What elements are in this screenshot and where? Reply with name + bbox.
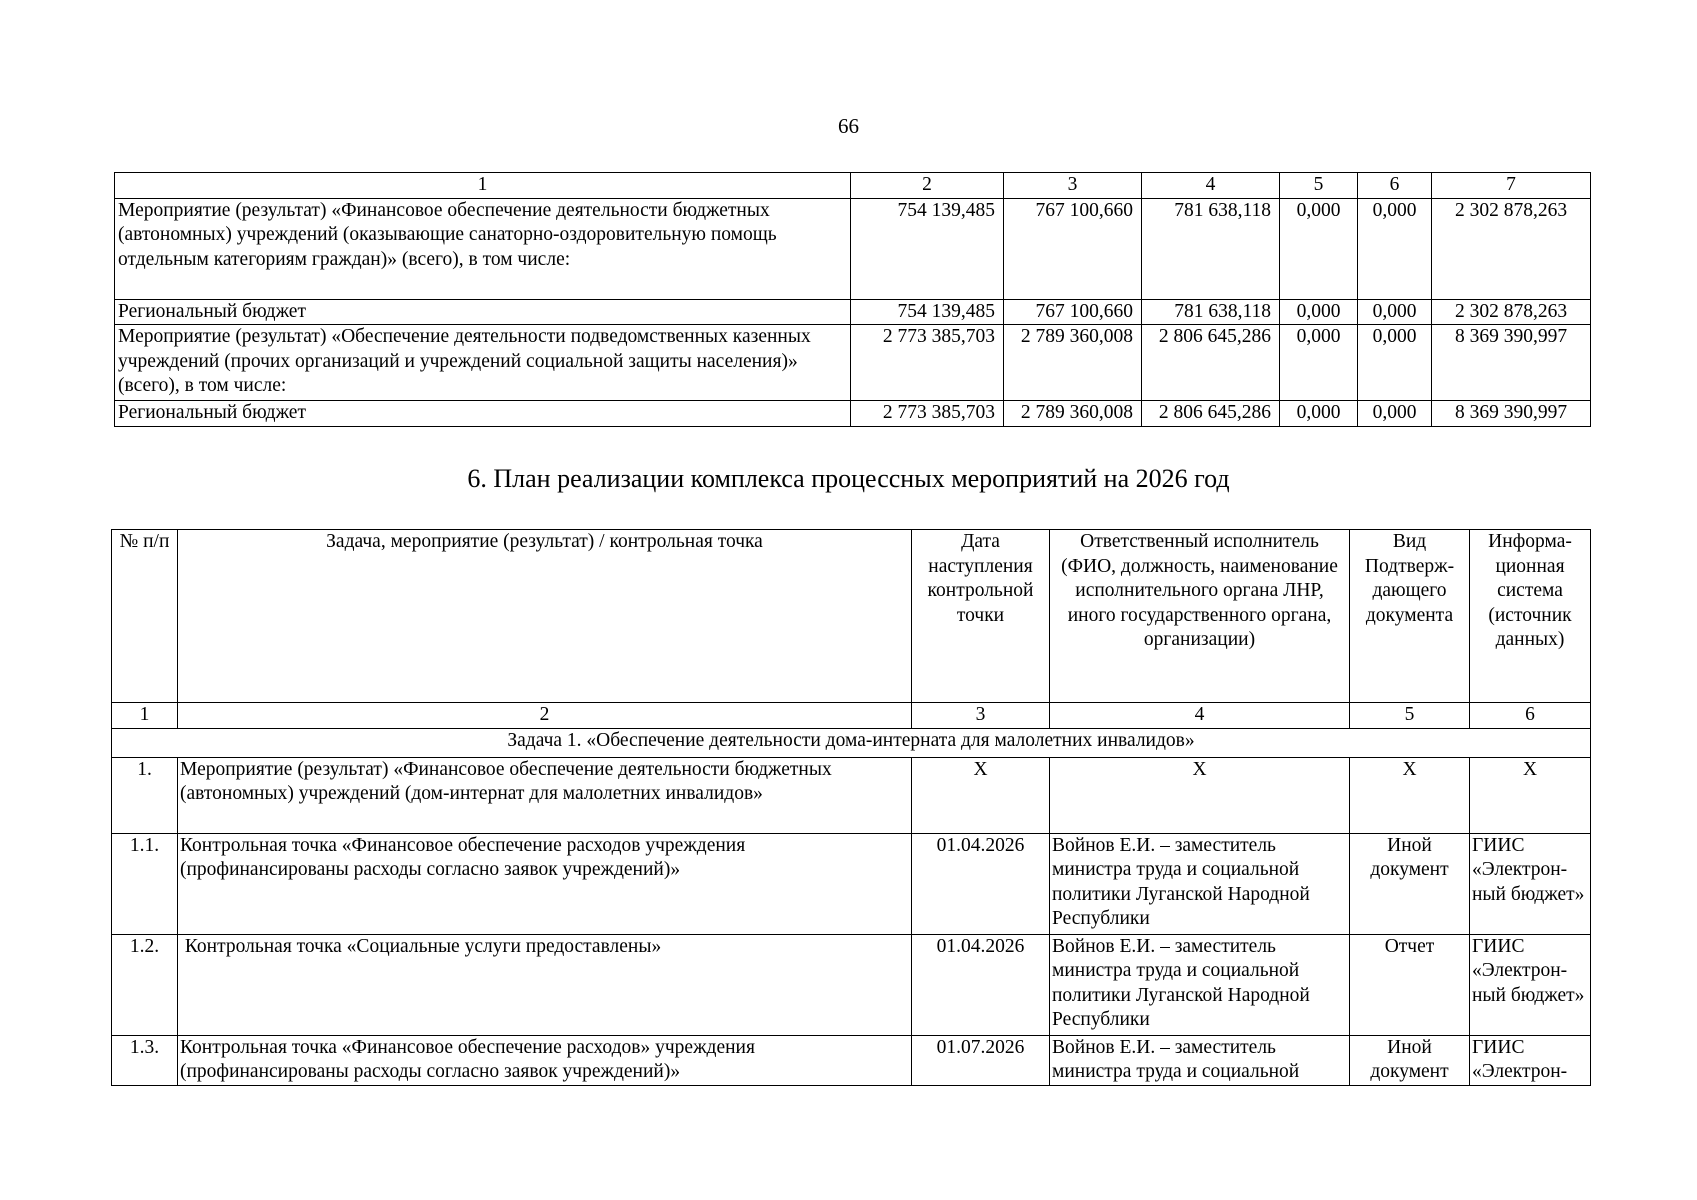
plan-col-number: 3 <box>912 703 1050 729</box>
budget-col-number: 1 <box>115 173 851 199</box>
plan-row <box>112 757 1591 833</box>
budget-cell: 2 773 385,703 <box>851 325 1004 401</box>
plan-row <box>112 833 1591 934</box>
header-responsible: Ответственный исполнитель (ФИО, должность, наименование исполнительного органа ЛНР, иного государственного органа, организации) <box>1050 530 1350 703</box>
row-date: 01.04.2026 <box>912 934 1050 1035</box>
budget-cell: 2 302 878,263 <box>1432 299 1591 325</box>
budget-row <box>115 299 1591 325</box>
budget-cell: 2 789 360,008 <box>1004 401 1142 427</box>
plan-row <box>112 934 1591 1035</box>
plan-col-number: 6 <box>1470 703 1591 729</box>
budget-cell: 0,000 <box>1358 401 1432 427</box>
budget-row-name: Мероприятие (результат) «Обеспечение деятельности подведомственных казенных учреждений (прочих организаций и учреждений социальной защиты населения)» (всего), в том числе: <box>115 325 851 401</box>
row-responsible: Войнов Е.И. – заместитель министра труда и социальной политики Луганской Народной Республики <box>1050 833 1350 934</box>
budget-cell: 2 806 645,286 <box>1142 325 1280 401</box>
row-document: Иной документ <box>1350 1035 1470 1085</box>
row-responsible: Войнов Е.И. – заместитель министра труда и социальной <box>1050 1035 1350 1085</box>
header-number: № п/п <box>112 530 178 703</box>
plan-header-row <box>112 530 1591 703</box>
budget-cell: 2 789 360,008 <box>1004 325 1142 401</box>
row-info-system: ГИИС «Электрон-ный бюджет» <box>1470 934 1591 1035</box>
row-task: Мероприятие (результат) «Финансовое обеспечение деятельности бюджетных (автономных) учреждений (дом-интернат для малолетних инвалидов» <box>178 757 912 833</box>
plan-col-number: 2 <box>178 703 912 729</box>
budget-row <box>115 198 1591 299</box>
row-document: Отчет <box>1350 934 1470 1035</box>
budget-cell: 2 773 385,703 <box>851 401 1004 427</box>
budget-col-number: 6 <box>1358 173 1432 199</box>
budget-cell: 8 369 390,997 <box>1432 401 1591 427</box>
budget-row <box>115 401 1591 427</box>
budget-cell: 8 369 390,997 <box>1432 325 1591 401</box>
row-number: 1.3. <box>112 1035 178 1085</box>
row-info-system: Х <box>1470 757 1591 833</box>
budget-cell: 0,000 <box>1280 299 1358 325</box>
row-number: 1.2. <box>112 934 178 1035</box>
row-date: Х <box>912 757 1050 833</box>
plan-row <box>112 1035 1591 1085</box>
row-number: 1.1. <box>112 833 178 934</box>
budget-row-name: Региональный бюджет <box>115 401 851 427</box>
plan-col-number: 1 <box>112 703 178 729</box>
row-info-system: ГИИС «Электрон- <box>1470 1035 1591 1085</box>
budget-header-row <box>115 173 1591 199</box>
row-info-system: ГИИС «Электрон-ный бюджет» <box>1470 833 1591 934</box>
budget-col-number: 2 <box>851 173 1004 199</box>
header-info-system: Информа-ционная система (источник данных) <box>1470 530 1591 703</box>
row-task: Контрольная точка «Финансовое обеспечение расходов» учреждения (профинансированы расходы согласно заявок учреждений)» <box>178 1035 912 1085</box>
plan-colnum-row <box>112 703 1591 729</box>
row-task: Контрольная точка «Финансовое обеспечение расходов учреждения (профинансированы расходы согласно заявок учреждений)» <box>178 833 912 934</box>
task-title: Задача 1. «Обеспечение деятельности дома-интерната для малолетних инвалидов» <box>112 728 1591 757</box>
budget-cell: 781 638,118 <box>1142 299 1280 325</box>
budget-table <box>114 172 1591 427</box>
budget-col-number: 3 <box>1004 173 1142 199</box>
budget-row <box>115 325 1591 401</box>
budget-cell: 0,000 <box>1358 299 1432 325</box>
header-task: Задача, мероприятие (результат) / контрольная точка <box>178 530 912 703</box>
header-document: Вид Подтверж-дающего документа <box>1350 530 1470 703</box>
budget-cell: 754 139,485 <box>851 198 1004 299</box>
row-date: 01.04.2026 <box>912 833 1050 934</box>
budget-row-name: Мероприятие (результат) «Финансовое обеспечение деятельности бюджетных (автономных) учреждений (оказывающие санаторно-оздоровительную помощь отдельным категориям граждан)» (всего), в том числе: <box>115 198 851 299</box>
budget-cell: 767 100,660 <box>1004 299 1142 325</box>
task-row <box>112 728 1591 757</box>
budget-cell: 0,000 <box>1280 198 1358 299</box>
budget-cell: 0,000 <box>1358 198 1432 299</box>
page-number: 66 <box>838 114 859 138</box>
budget-cell: 754 139,485 <box>851 299 1004 325</box>
row-date: 01.07.2026 <box>912 1035 1050 1085</box>
header-date: Дата наступления контрольной точки <box>912 530 1050 703</box>
row-document: Х <box>1350 757 1470 833</box>
budget-cell: 767 100,660 <box>1004 198 1142 299</box>
budget-cell: 781 638,118 <box>1142 198 1280 299</box>
row-responsible: Войнов Е.И. – заместитель министра труда и социальной политики Луганской Народной Республики <box>1050 934 1350 1035</box>
budget-cell: 2 806 645,286 <box>1142 401 1280 427</box>
budget-cell: 2 302 878,263 <box>1432 198 1591 299</box>
plan-col-number: 5 <box>1350 703 1470 729</box>
budget-cell: 0,000 <box>1280 325 1358 401</box>
budget-col-number: 4 <box>1142 173 1280 199</box>
budget-col-number: 5 <box>1280 173 1358 199</box>
budget-cell: 0,000 <box>1280 401 1358 427</box>
budget-row-name: Региональный бюджет <box>115 299 851 325</box>
row-responsible: Х <box>1050 757 1350 833</box>
row-task: Контрольная точка «Социальные услуги предоставлены» <box>178 934 912 1035</box>
plan-table <box>111 529 1591 1086</box>
budget-cell: 0,000 <box>1358 325 1432 401</box>
section-title: 6. План реализации комплекса процессных мероприятий на 2026 год <box>467 464 1230 493</box>
plan-col-number: 4 <box>1050 703 1350 729</box>
row-document: Иной документ <box>1350 833 1470 934</box>
row-number: 1. <box>112 757 178 833</box>
budget-col-number: 7 <box>1432 173 1591 199</box>
